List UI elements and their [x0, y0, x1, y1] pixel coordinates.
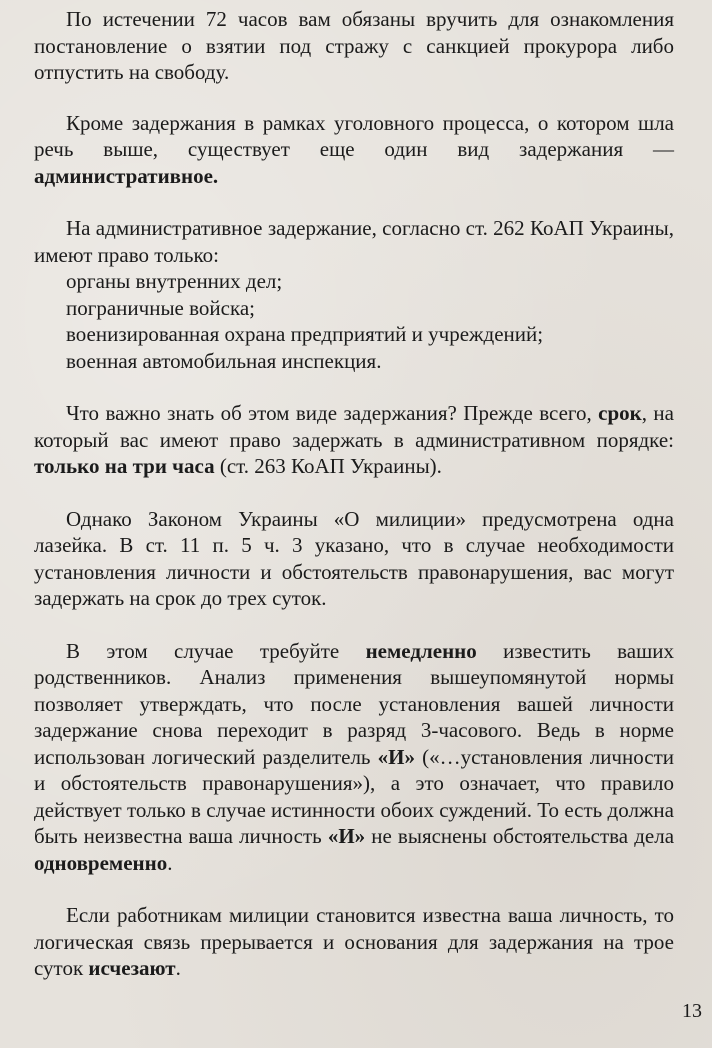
paragraph-4: [34, 400, 674, 480]
paragraph-5-text: Однако Законом Украины «О милиции» предусмотрена одна лазейка. В ст. 11 п. 5 ч. 3 указано, что в случае необходимости установления личности и обстоятельств правонарушения, вас могут задержать на срок до трех суток.: [34, 506, 674, 610]
paragraph-4-text-c: (ст. 263 КоАП Украины).: [219, 454, 442, 478]
paragraph-4-text-b: , на который вас имеют право задержать в административном порядке:: [34, 401, 674, 452]
paragraph-7-text-b: .: [175, 956, 181, 980]
paragraph-2-bold: административное.: [34, 163, 219, 188]
paragraph-4-bold-term: срок: [598, 401, 642, 425]
paragraph-7: [34, 902, 674, 982]
page-number: 13: [682, 1000, 702, 1022]
paragraph-6-bold-and-1: «И»: [377, 744, 416, 769]
paragraph-3-intro-text: На административное задержание, согласно ст. 262 КоАП Украины, имеют право только:: [34, 216, 674, 267]
paragraph-6: [34, 638, 674, 877]
paragraph-1: [34, 6, 674, 86]
list-item: военизированная охрана предприятий и учреждений;: [66, 322, 544, 346]
paragraph-6-text-b: известить ваших родственников. Анализ применения вышеупомянутой нормы позволяет утверждать, что после установления вашей личности задержание снова переходит в разряд 3-часового. Ведь в норме использован логический разделитель: [34, 638, 674, 769]
paragraph-6-text-c: («…установления личности и обстоятельств правонарушения»), а это означает, что правило действует только в случае истинности обоих суждений. То есть должна быть неизвестна ваша личность: [34, 744, 674, 848]
paragraph-5: [34, 506, 674, 612]
paragraph-3: [34, 215, 674, 374]
paragraph-6-text-d: не выяснены обстоятельства дела: [371, 824, 675, 848]
paragraph-4-bold-duration: только на три часа: [34, 454, 215, 478]
paragraph-7-text-a: Если работникам милиции становится известна ваша личность, то логическая связь прерывается и основания для задержания на трое суток: [34, 903, 674, 980]
paragraph-6-bold-and-2: «И»: [327, 824, 366, 848]
paragraph-6-text-a: В этом случае требуйте: [66, 638, 340, 663]
paragraph-4-text-a: Что важно знать об этом виде задержания? Прежде всего,: [66, 401, 592, 425]
paragraph-6-text-e: .: [167, 850, 173, 875]
paragraph-2-text: Кроме задержания в рамках уголовного процесса, о котором шла речь выше, существует еще один вид задержания —: [34, 110, 674, 161]
list-item: военная автомобильная инспекция.: [66, 348, 382, 373]
paragraph-1-text: По истечении 72 часов вам обязаны вручить для ознакомления постановление о взятии под стражу с санкцией прокурора либо отпустить на свободу.: [34, 7, 674, 84]
list-item: органы внутренних дел;: [66, 269, 283, 293]
list-item: пограничные войска;: [66, 295, 255, 320]
page-text: [34, 6, 674, 1008]
paragraph-6-bold-simultaneously: одновременно: [34, 850, 168, 875]
paragraph-6-bold-immediately: немедленно: [365, 638, 477, 663]
authorities-list: [34, 268, 674, 374]
paragraph-7-bold: исчезают: [88, 956, 176, 980]
paragraph-3-intro: [34, 215, 674, 268]
paragraph-2: [34, 110, 674, 190]
